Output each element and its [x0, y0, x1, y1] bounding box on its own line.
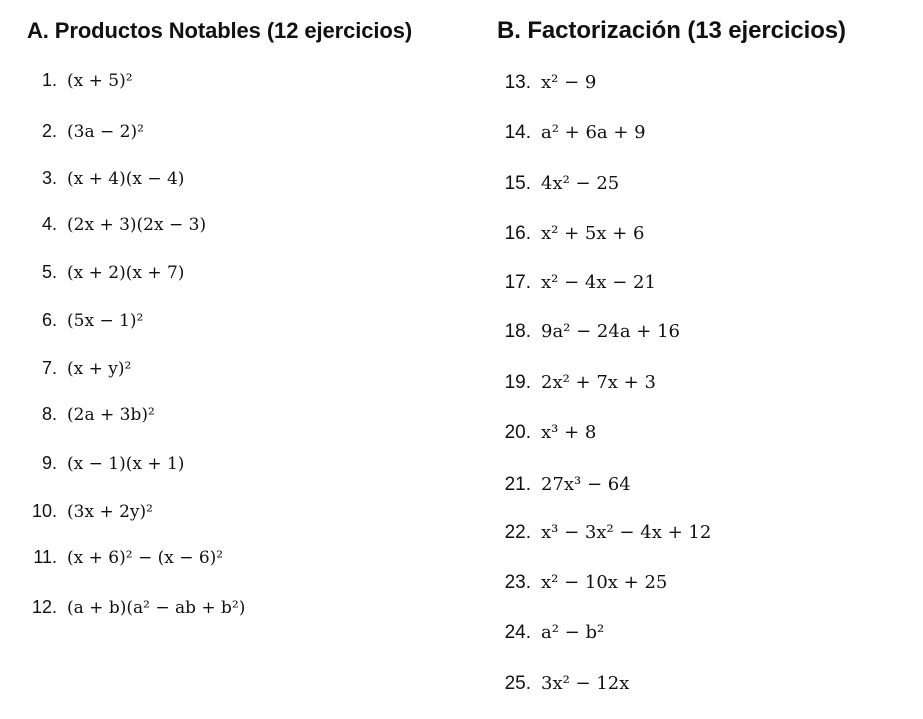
exercise-item: [27, 358, 131, 384]
exercise-item: [27, 168, 184, 194]
exercise-number: 25.: [504, 673, 531, 694]
exercise-expression: (x + 5)²: [67, 71, 133, 91]
exercise-expression: x² − 10x + 25: [541, 572, 668, 593]
exercise-number: 23.: [504, 572, 531, 593]
section-a-column: [27, 0, 467, 719]
exercise-expression: a² + 6a + 9: [541, 122, 646, 143]
exercise-number: 14.: [504, 122, 531, 143]
exercise-expression: 27x³ − 64: [541, 474, 631, 495]
exercise-item: [27, 453, 184, 479]
exercise-expression: x³ + 8: [541, 422, 597, 443]
exercise-expression: 4x² − 25: [541, 173, 620, 194]
exercise-item: [497, 673, 629, 699]
exercise-expression: 2x² + 7x + 3: [541, 372, 656, 393]
exercise-expression: (2x + 3)(2x − 3): [67, 215, 207, 235]
exercise-expression: a² − b²: [541, 622, 605, 643]
exercise-item: [27, 597, 245, 623]
exercise-number: 15.: [504, 173, 531, 194]
exercise-number: 9.: [41, 453, 57, 473]
exercise-item: [27, 404, 155, 430]
exercise-number: 20.: [504, 422, 531, 443]
exercise-expression: 3x² − 12x: [541, 673, 630, 694]
exercise-item: [27, 121, 144, 147]
section-b-title: B. Factorización (13 ejercicios): [497, 17, 846, 44]
exercise-expression: (3x + 2y)²: [67, 502, 153, 522]
exercise-expression: (2a + 3b)²: [67, 405, 155, 425]
exercise-item: [27, 70, 133, 96]
exercise-number: 12.: [31, 597, 57, 617]
exercise-number: 3.: [41, 168, 57, 188]
exercise-item: [27, 547, 223, 573]
exercise-item: [497, 372, 656, 398]
exercise-item: [27, 501, 153, 527]
exercise-item: [497, 272, 656, 298]
exercise-item: [497, 622, 604, 648]
exercise-expression: x² + 5x + 6: [541, 223, 645, 244]
exercise-item: [27, 214, 206, 240]
exercise-expression: 9a² − 24a + 16: [541, 321, 680, 342]
exercise-expression: (3a − 2)²: [67, 122, 144, 142]
exercise-item: [497, 122, 646, 148]
exercise-number: 10.: [31, 501, 57, 521]
section-a-title: A. Productos Notables (12 ejercicios): [27, 18, 413, 43]
exercise-number: 19.: [504, 372, 531, 393]
exercise-item: [497, 173, 619, 199]
exercise-expression: (x + 6)² − (x − 6)²: [67, 548, 224, 568]
exercise-item: [497, 72, 596, 98]
exercise-number: 8.: [41, 404, 57, 424]
exercise-number: 7.: [41, 358, 57, 378]
exercise-number: 16.: [504, 223, 531, 244]
exercise-number: 4.: [41, 214, 57, 234]
exercise-item: [497, 572, 667, 598]
exercise-number: 11.: [33, 547, 57, 567]
exercise-number: 13.: [504, 72, 531, 93]
exercise-item: [497, 321, 680, 347]
exercise-expression: (x + y)²: [67, 359, 132, 379]
exercise-number: 5.: [41, 262, 57, 282]
exercise-expression: x² − 4x − 21: [541, 272, 656, 293]
exercise-item: [497, 474, 631, 500]
exercise-number: 18.: [504, 321, 531, 342]
exercise-number: 22.: [504, 522, 531, 543]
exercise-number: 21.: [504, 474, 531, 495]
section-b-column: [497, 0, 917, 719]
exercise-expression: (a + b)(a² − ab + b²): [67, 598, 246, 618]
exercise-item: [497, 422, 596, 448]
exercise-number: 17.: [504, 272, 531, 293]
exercise-expression: (x + 2)(x + 7): [67, 263, 185, 283]
exercise-number: 1.: [41, 70, 57, 90]
exercise-expression: (5x − 1)²: [67, 311, 144, 331]
exercise-expression: (x + 4)(x − 4): [67, 169, 185, 189]
exercise-number: 2.: [41, 121, 57, 141]
exercise-item: [497, 223, 644, 249]
exercise-expression: x³ − 3x² − 4x + 12: [541, 522, 712, 543]
exercise-expression: x² − 9: [541, 72, 597, 93]
exercise-number: 6.: [41, 310, 57, 330]
exercise-number: 24.: [504, 622, 531, 643]
exercise-expression: (x − 1)(x + 1): [67, 454, 185, 474]
exercise-item: [27, 262, 184, 288]
exercise-item: [27, 310, 143, 336]
exercise-item: [497, 522, 711, 548]
